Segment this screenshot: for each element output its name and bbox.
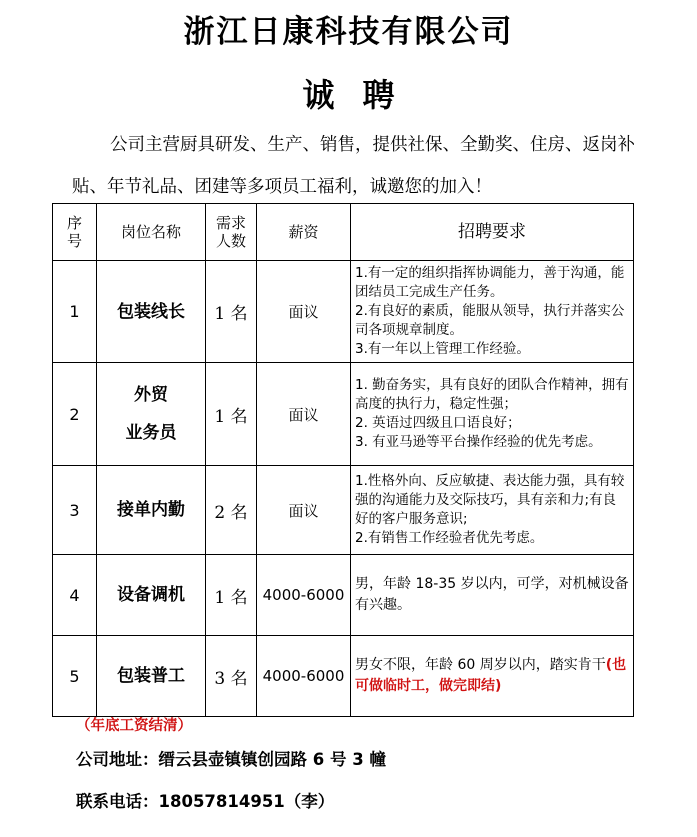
row-position: 接单内勤 [97, 466, 206, 555]
row-no: 5 [53, 636, 97, 717]
row-salary: 4000-6000 [257, 636, 351, 717]
table-row [53, 636, 634, 717]
intro-paragraph: 公司主营厨具研发、生产、销售，提供社保、全勤奖、住房、返岗补贴、年节礼品、团建等多项员工福利，诚邀您的加入！ [72, 135, 635, 197]
row-requirements [351, 466, 634, 555]
row-no: 2 [53, 363, 97, 466]
requirement-line: 2.有良好的素质，能服从领导，执行并落实公司各项规章制度。 [355, 303, 625, 338]
contact-phone: 联系电话：18057814951（李） [76, 792, 335, 811]
row-count: 3 名 [206, 636, 257, 717]
table-row [53, 555, 634, 636]
row-count: 1 名 [206, 555, 257, 636]
company-name: 浙江日康科技有限公司 [183, 14, 514, 50]
header-salary: 薪资 [257, 204, 351, 261]
row-position: 设备调机 [97, 555, 206, 636]
row-salary: 面议 [257, 363, 351, 466]
table-row [53, 261, 634, 363]
position-line: 业务员 [125, 423, 177, 443]
requirement-line: 1. 勤奋务实，具有良好的团队合作精神，拥有高度的执行力，稳定性强； [355, 377, 629, 412]
row-requirements: 男，年龄 18-35 岁以内，可学，对机械设备有兴趣。 [351, 555, 634, 636]
requirement-line: 3.有一年以上管理工作经验。 [355, 341, 530, 357]
header-position: 岗位名称 [97, 204, 206, 261]
row-count: 1 名 [206, 363, 257, 466]
requirement-highlight: (也可做临时工，做完即结) [355, 657, 627, 694]
requirement-text: 男女不限，年龄 60 周岁以内，踏实肯干 [355, 657, 606, 673]
table-row [53, 363, 634, 466]
row-requirements [351, 363, 634, 466]
row-salary: 面议 [257, 261, 351, 363]
header-count: 需求人数 [206, 204, 257, 261]
row-no: 4 [53, 555, 97, 636]
requirement-line: 1.性格外向、反应敏捷、表达能力强，具有较强的沟通能力及交际技巧，具有亲和力;有良好的客户服务意识; [355, 473, 625, 527]
company-address: 公司地址：缙云县壶镇镇创园路 6 号 3 幢 [76, 750, 386, 769]
row-position [97, 363, 206, 466]
requirement-line: 1.有一定的组织指挥协调能力，善于沟通，能团结员工完成生产任务。 [355, 265, 625, 300]
page-heading: 诚聘 [302, 76, 423, 114]
row-salary: 面议 [257, 466, 351, 555]
requirement-line: 2. 英语过四级且口语良好； [355, 415, 521, 431]
settlement-note: （年底工资结清） [76, 718, 192, 734]
table-header-row [53, 204, 634, 261]
row-salary: 4000-6000 [257, 555, 351, 636]
row-no: 1 [53, 261, 97, 363]
row-position: 包装普工 [97, 636, 206, 717]
row-count: 1 名 [206, 261, 257, 363]
row-count: 2 名 [206, 466, 257, 555]
requirement-line: 3. 有亚马逊等平台操作经验的优先考虑。 [355, 434, 602, 450]
row-no: 3 [53, 466, 97, 555]
header-no: 序号 [53, 204, 97, 261]
position-line: 外贸 [134, 385, 168, 405]
row-requirements [351, 636, 634, 717]
row-requirements [351, 261, 634, 363]
requirement-line: 2.有销售工作经验者优先考虑。 [355, 530, 544, 546]
row-position: 包装线长 [97, 261, 206, 363]
table-row [53, 466, 634, 555]
header-requirements: 招聘要求 [351, 204, 634, 261]
job-table [52, 203, 634, 717]
